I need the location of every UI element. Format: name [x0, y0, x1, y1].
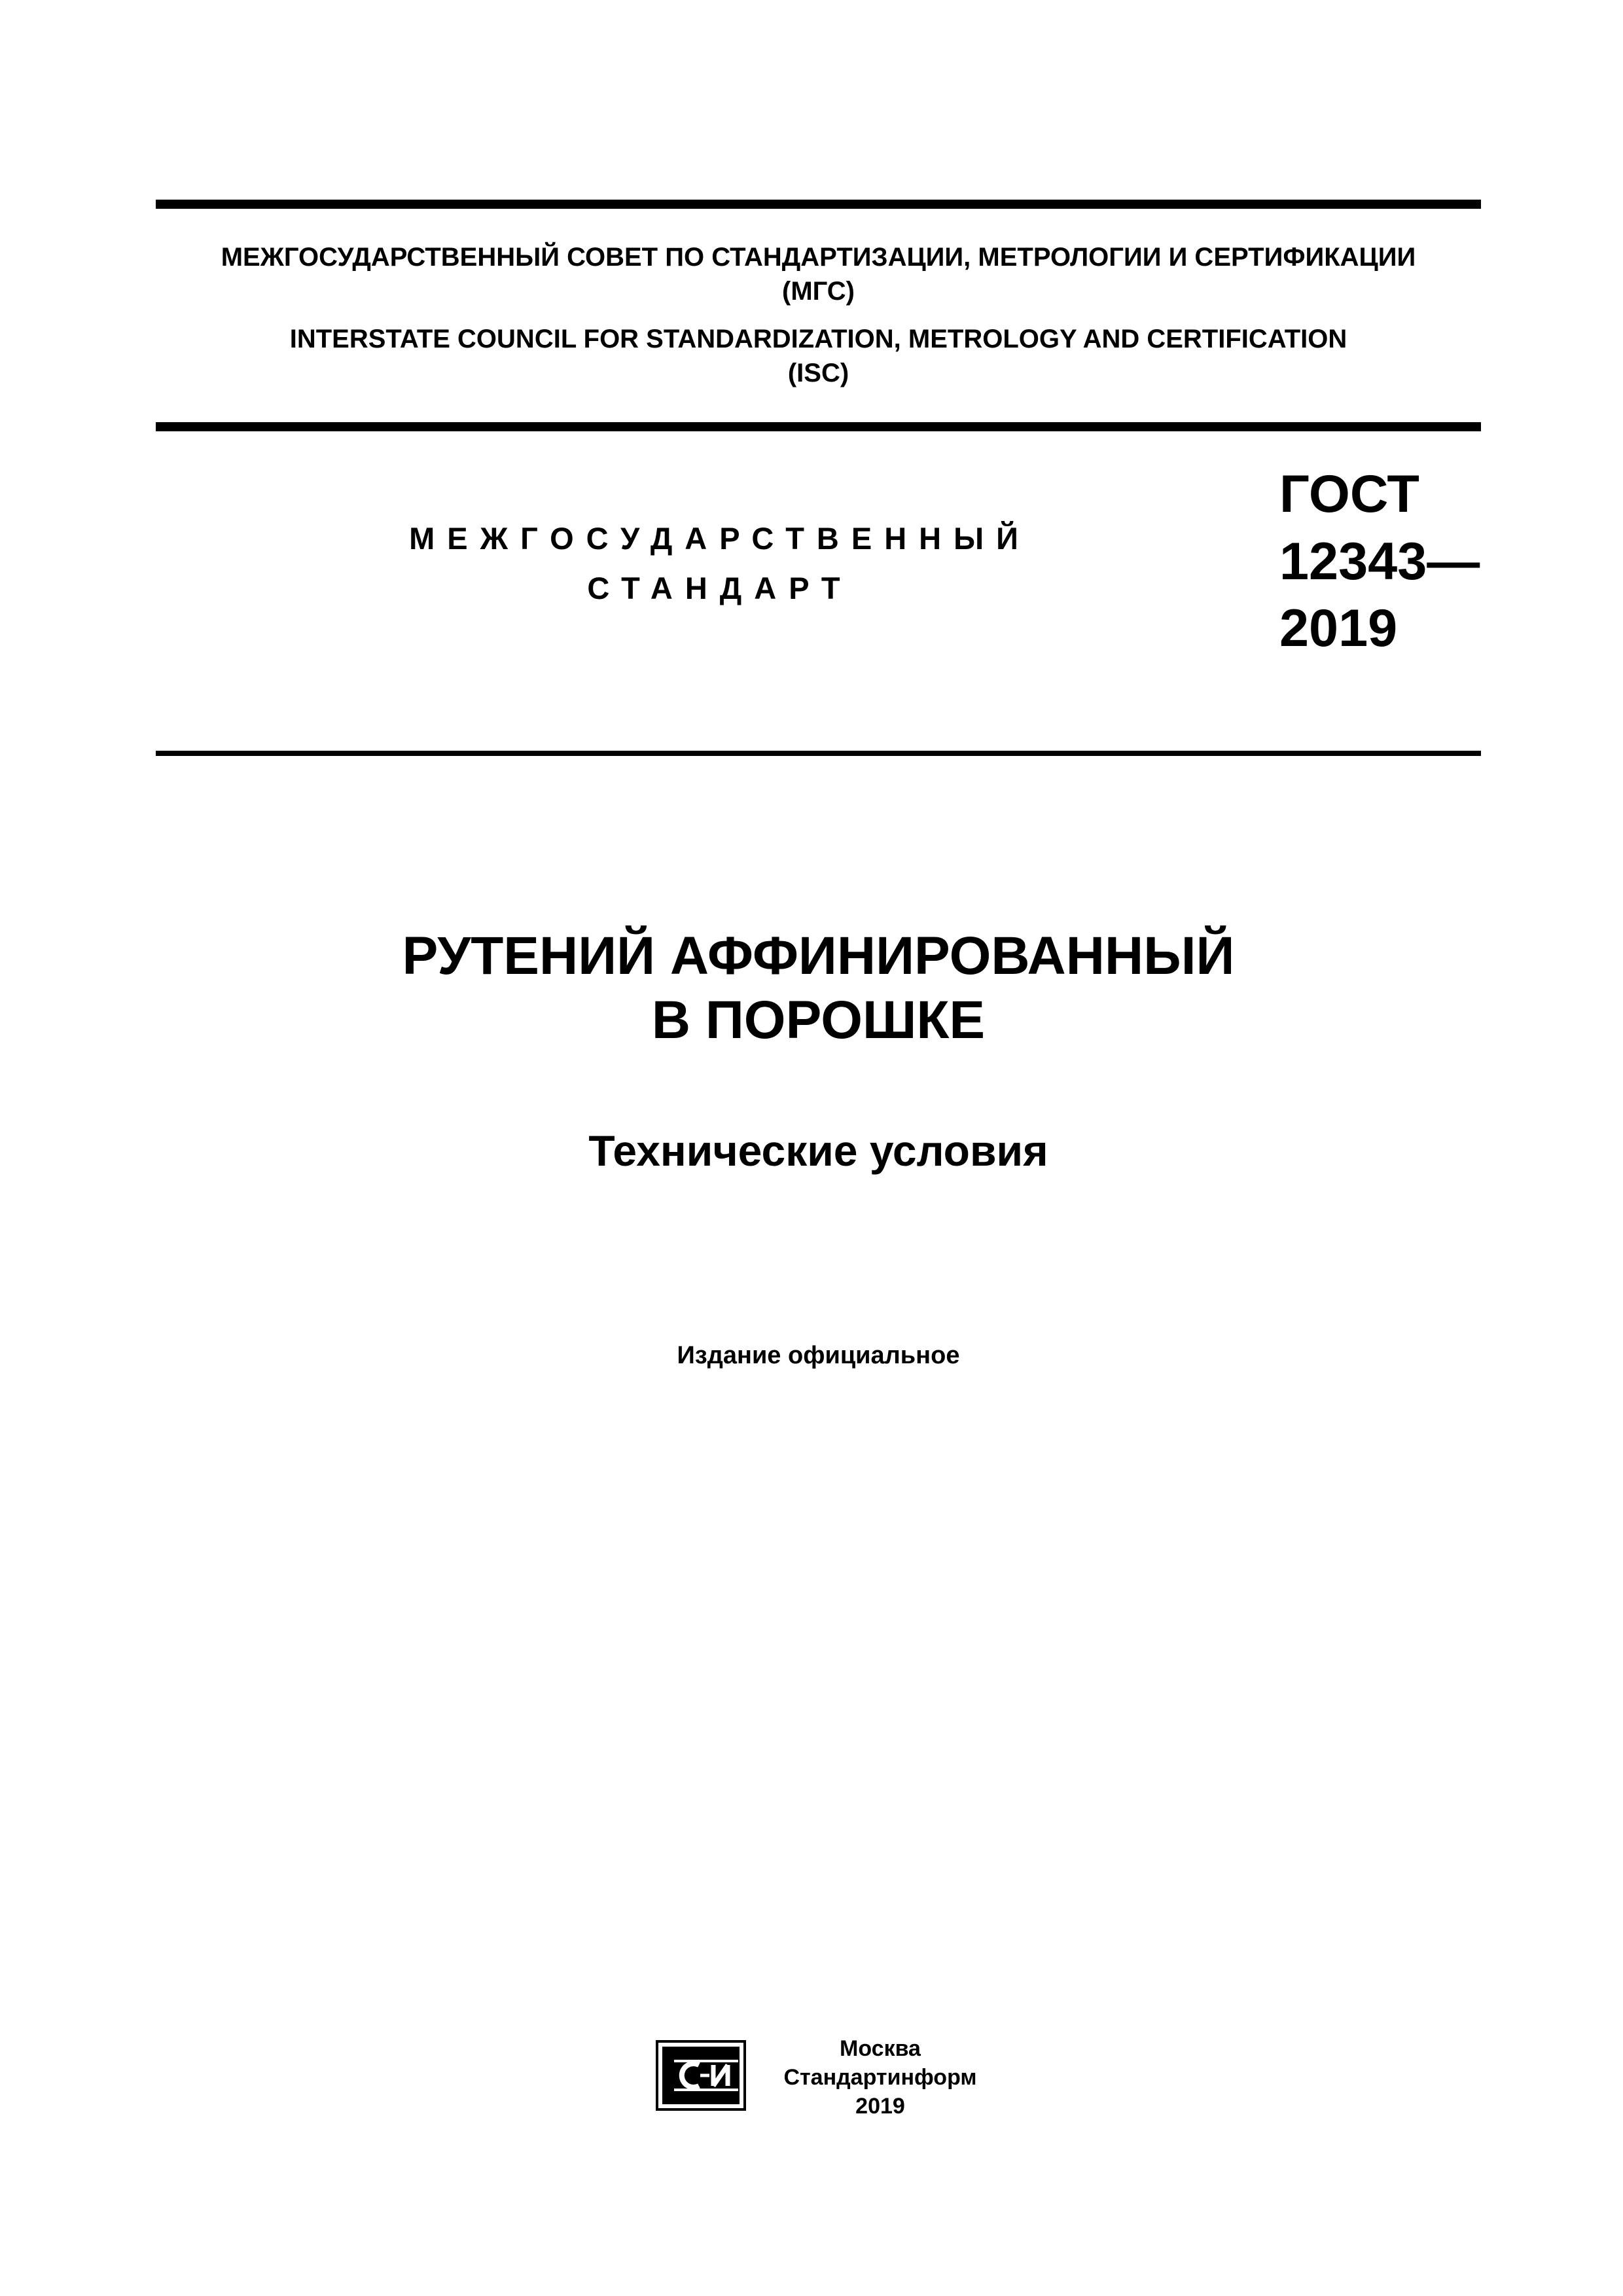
council-abbr-ru: (МГС) [782, 277, 855, 306]
council-name-en-line1: INTERSTATE COUNCIL FOR STANDARDIZATION, METROLOGY AND CERTIFICATION [289, 325, 1347, 353]
top-rule [156, 200, 1481, 209]
gost-designation-line2: 12343— [1279, 532, 1480, 591]
standartinform-logo-icon [654, 2039, 747, 2112]
publisher-name: Стандартинформ [783, 2065, 977, 2090]
gost-designation-line1: ГОСТ [1279, 465, 1419, 524]
council-name-ru [156, 240, 1481, 308]
publisher-city: Москва [840, 2036, 921, 2061]
document-subtitle: Технические условия [588, 1126, 1048, 1175]
standard-type-line1: МЕЖГОСУДАРСТВЕННЫЙ [409, 521, 1031, 556]
gost-designation-line3: 2019 [1279, 599, 1398, 658]
middle-rule [156, 422, 1481, 431]
document-title-line1: РУТЕНИЙ АФФИНИРОВАННЫЙ [402, 926, 1235, 986]
council-name-en [156, 322, 1481, 390]
document-title-line2: В ПОРОШКЕ [651, 990, 986, 1050]
edition-note: Издание официальное [677, 1342, 960, 1369]
council-abbr-en: (ISC) [787, 359, 849, 387]
council-name-ru-line1: МЕЖГОСУДАРСТВЕННЫЙ СОВЕТ ПО СТАНДАРТИЗАЦИИ, МЕТРОЛОГИИ И СЕРТИФИКАЦИИ [221, 243, 1416, 272]
lower-rule [156, 751, 1481, 756]
standard-type-line2: СТАНДАРТ [587, 571, 853, 605]
publisher-year: 2019 [855, 2094, 905, 2119]
